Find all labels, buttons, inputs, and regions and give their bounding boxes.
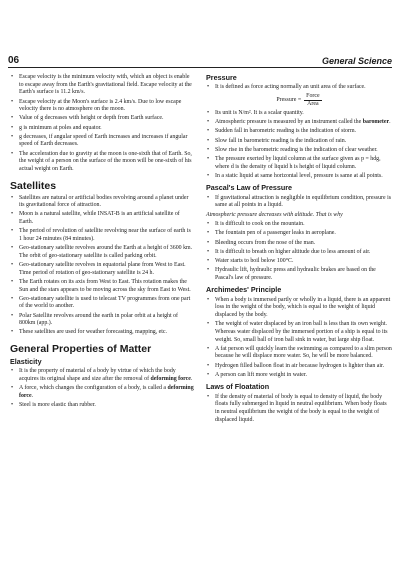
list-item: • Hydrogen filled balloon float in air because hydrogen is lighter than air.	[206, 363, 392, 371]
list-item: • Escape velocity at the Moon's surface is 2.4 km/s. Due to low escape velocity there is no atmosphere on the moon.	[10, 99, 194, 114]
flotation-heading: Laws of Floatation	[206, 382, 270, 392]
list-item: • Sudden fall in barometric reading is the indication of storm.	[206, 128, 392, 136]
matter-heading: General Properties of Matter	[10, 343, 152, 356]
list-item: • The period of revolution of satellite revolving near the surface of earth is 1 hour 24 minutes (84 minutes).	[10, 228, 194, 243]
archimedes-list	[206, 297, 392, 380]
list-item: • Hydraulic lift, hydraulic press and hydraulic brakes are based on the Pascal's law of pressure.	[206, 267, 392, 282]
barometer-list	[206, 128, 392, 180]
list-item: • It is difficult to breath on higher altitude due to less amount of air.	[206, 249, 392, 257]
satellites-list	[10, 195, 194, 337]
pressure-heading: Pressure	[206, 73, 237, 82]
pascal-def-list	[206, 195, 392, 210]
satellites-heading: Satellites	[10, 179, 57, 192]
archimedes-heading: Archimedes' Principle	[206, 285, 282, 295]
list-item: • It is defined as force acting normally an unit area of the surface.	[206, 84, 392, 92]
list-item: • Slow fall in barometric reading is the indication of rain.	[206, 138, 392, 146]
page-number: 06	[8, 55, 20, 66]
list-item: • When a body is immersed partly or wholly in a liquid, there is an apparent loss in the weight of the body, which is equal to the weight of liquid displaced by the body.	[206, 297, 392, 320]
list-item: • g decreases, if angular speed of Earth increases and increases if angular speed of Earth decreases.	[10, 134, 194, 149]
list-item: • It is difficult to cook on the mountain.	[206, 221, 392, 229]
pascal-list	[206, 221, 392, 282]
list-item: • g is minimum at poles and equator.	[10, 125, 194, 133]
list-item: • Moon is a natural satellite, while INSAT-B is an artificial satellite of Earth.	[10, 211, 194, 226]
pressure-def-list	[206, 84, 392, 92]
list-item: • A force, which changes the configuration of a body, is called a deforming force.	[10, 385, 194, 400]
list-item: • Water starts to boil below 100°C.	[206, 258, 392, 266]
list-item: • Its unit is N/m². It is a scalar quantity.	[206, 110, 392, 118]
list-item: • The pressure exerted by liquid column at the surface given as p = hdg, where d is the density of liquid h is height of liquid column.	[206, 156, 392, 171]
pressure-list	[206, 110, 392, 127]
running-title: General Science	[321, 56, 392, 66]
list-item: • Value of g decreases with height or depth from Earth surface.	[10, 115, 194, 123]
list-item: • If the density of material of body is equal to density of liquid, the body floats fully submerged in liquid in neutral equilibrium. When body floats in neutral equilibrium the weight of the body is equal to the weight of displaced liquid.	[206, 394, 392, 425]
pascal-heading: Pascal's Law of Pressure	[206, 183, 293, 193]
list-item: • It is the property of material of a body by virtue of which the body acquires its original shape and size after the removal of deforming force.	[10, 368, 194, 383]
list-item: • In a static liquid at same horizontal level, pressure is same at all points.	[206, 173, 392, 181]
list-item: • The fountain pen of a passenger leaks in aeroplane.	[206, 230, 392, 238]
list-item: • Geo-stationary satellite is used to telecast TV programmes from one part of the world to another.	[10, 296, 194, 311]
page-header	[8, 52, 392, 68]
elasticity-heading: Elasticity	[10, 357, 42, 367]
list-item: • Geo-stationary satellite revolves around the Earth at a height of 3600 km. The orbit of geo-stationary satellite is called parking orbit.	[10, 245, 194, 260]
pressure-formula	[206, 93, 392, 108]
list-item: • Polar Satellite revolves around the earth in polar orbit at a height of 800km (app.).	[10, 313, 194, 328]
list-item: • Steel is more elastic than rubber.	[10, 402, 194, 410]
list-item: • Slow rise in the barometric reading is the indication of clear weather.	[206, 147, 392, 155]
elasticity-list	[10, 368, 194, 409]
list-item: • The Earth rotates on its axis from West to East. This rotation makes the Sun and the stars appears to be moving across the sky from East to West.	[10, 279, 194, 294]
list-item: • If gravitational attraction is negligible in equilibrium condition, pressure is same at all points in a liquid.	[206, 195, 392, 210]
formula-lhs: Pressure =	[276, 96, 302, 103]
list-item: • These satellites are used for weather forecasting, mapping, etc.	[10, 329, 194, 337]
list-item: • Bleeding occurs from the nose of the man.	[206, 240, 392, 248]
flotation-list	[206, 394, 392, 425]
list-item: • Geo-stationary satellite revolves in equatorial plane from West to East. Time period of rotation of geo-stationary satellite is 24 h.	[10, 262, 194, 277]
escape-velocity-list	[10, 74, 194, 174]
formula-fraction	[304, 93, 321, 108]
list-item: • The acceleration due to gravity at the moon is one-sixth that of Earth. So, the weight of a person on the surface of the moon will be one-sixth of his actual weight on Earth.	[10, 151, 194, 174]
formula-denominator: Area	[307, 101, 319, 108]
list-item: • Escape velocity is the minimum velocity with, which an object is enable to escape away from the Earth's gravitational field. Escape velocity at the Earth's surface is 11.2 km/s.	[10, 74, 194, 97]
formula-numerator: Force	[306, 93, 320, 100]
list-item: • The weight of water displaced by an iron ball is less than its own weight. Whereas water displaced by the immersed portion of a ship is equal to its weight. So, small ball of iron ball sink in water, but large ship float.	[206, 321, 392, 344]
pascal-note: Atmospheric pressure decreases with altitude. That is why	[206, 211, 343, 218]
left-column	[10, 74, 194, 411]
right-column	[206, 74, 392, 426]
list-item: • A person can lift more weight in water.	[206, 372, 392, 380]
list-item: • Satellites are natural or artificial bodies revolving around a planet under its gravitational force of attraction.	[10, 195, 194, 210]
list-item: • Atmospheric pressure is measured by an instrument called the barometer.	[206, 119, 392, 127]
list-item: • A fat person will quickly learn the swimming as compared to a slim person because he will displace more water. So, he will be more balanced.	[206, 346, 392, 361]
